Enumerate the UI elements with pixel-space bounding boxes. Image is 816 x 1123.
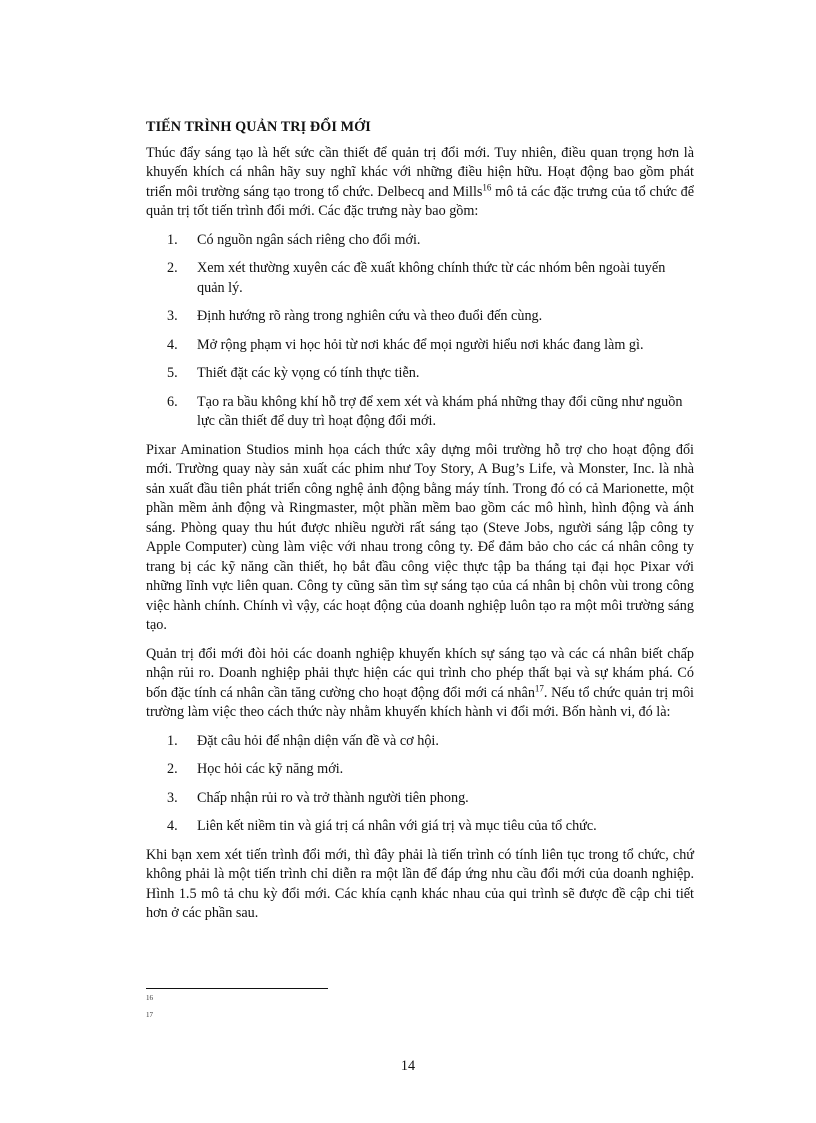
paragraph-intro-text-b: mô tả các đặc trưng của tổ chức để quản trị tốt tiến trình đổi mới. Các đặc trưng này bao gồm:	[146, 183, 695, 219]
paragraph-innovation-text-a: Quản trị đổi mới đòi hỏi các doanh nghiệp khuyến khích sự sáng tạo và các cá nhân biết chấp nhận rủi ro. Doanh nghiệp phải thực hiện các qui trình cho phép thất bại và sự khám phá. Có bốn đặc tính cá nhân cần tăng cường cho hoạt động đổi mới cá nhân	[146, 645, 694, 701]
list-item-text: Tạo ra bầu không khí hỗ trợ để xem xét và khám phá những thay đổi cũng như nguồn lực cần thiết để duy trì hoạt động đổi mới.	[197, 393, 683, 429]
footnote-ref-17[interactable]: 17	[534, 682, 544, 693]
list-item-text: Học hỏi các kỹ năng mới.	[197, 761, 344, 777]
footnote-16: 16	[146, 994, 153, 1002]
list-item-number: 1.	[167, 732, 178, 749]
list-item-text: Mở rộng phạm vi học hỏi từ nơi khác để mọi người hiểu nơi khác đang làm gì.	[197, 336, 644, 353]
list-item-number: 6.	[167, 393, 178, 410]
list-item	[146, 364, 694, 384]
paragraph-innovation-management	[146, 645, 694, 723]
paragraph-innovation-text-b: . Nếu tổ chức quản trị môi trường làm việc theo cách thức này nhằm khuyến khích hành vi đổi mới. Bốn hành vi, đó là:	[146, 684, 694, 720]
list-item-text: Xem xét thường xuyên các đề xuất không chính thức từ các nhóm bên ngoài tuyến quản lý.	[197, 260, 666, 296]
list-item-number: 4.	[167, 818, 178, 834]
list-item-number: 1.	[167, 231, 178, 248]
behaviors-list	[146, 732, 694, 837]
list-item	[146, 817, 694, 837]
footnote-divider	[146, 988, 328, 989]
footnote-ref-16[interactable]: 16	[482, 181, 492, 192]
list-item-text: Đặt câu hỏi để nhận diện vấn đề và cơ hội.	[197, 732, 439, 749]
list-item-number: 3.	[167, 308, 178, 324]
list-item	[146, 393, 694, 432]
list-item	[146, 231, 694, 251]
list-item-number: 4.	[167, 336, 178, 353]
paragraph-process: Khi bạn xem xét tiến trình đổi mới, thì đây phải là tiến trình có tính liên tục trong tổ chức, chứ không phải là một tiến trình chỉ diễn ra một lần để đáp ứng nhu cầu đổi mới của doanh nghiệp. Hình 1.5 mô tả chu kỳ đổi mới. Các khía cạnh khác nhau của qui trình sẽ được đề cập chi tiết hơn ở các phần sau.	[146, 846, 694, 921]
list-item-text: Có nguồn ngân sách riêng cho đổi mới.	[197, 231, 421, 248]
list-item-text: Thiết đặt các kỳ vọng có tính thực tiễn.	[197, 365, 420, 381]
page-body	[146, 118, 694, 933]
list-item	[146, 307, 694, 327]
list-item-text: Chấp nhận rủi ro và trở thành người tiên phong.	[197, 789, 469, 806]
list-item	[146, 336, 694, 356]
list-item	[146, 789, 694, 809]
list-item-number: 3.	[167, 789, 178, 806]
list-item	[146, 760, 694, 780]
list-item-number: 5.	[167, 365, 178, 381]
list-item-text: Liên kết niềm tin và giá trị cá nhân với giá trị và mục tiêu của tổ chức.	[197, 818, 597, 834]
characteristics-list	[146, 231, 694, 432]
list-item	[146, 732, 694, 752]
list-item	[146, 259, 694, 298]
paragraph-pixar: Pixar Amination Studios minh họa cách thức xây dựng môi trường hỗ trợ cho hoạt động đổi mới. Trường quay này sản xuất các phim như Toy Story, A Bug’s Life, và Monster, Inc. là nhà sản xuất đầu tiên phát triển công nghệ ảnh động bằng máy tính. Trong đó có cả Marionette, một phần mềm ảnh động và Ringmaster, một phần mềm bao gồm các mô hình, hình động và ánh sáng. Phòng quay thu hút được nhiều người rất sáng tạo (Steve Jobs, người sáng lập công ty Apple Computer) cùng làm việc với nhau trong công ty. Để đảm bảo cho các cá nhân công ty trang bị các kỹ năng cần thiết, họ bắt đầu công việc thực tập ba tháng tại đại học Pixar với những lĩnh vực liên quan. Công ty cũng săn tìm sự sáng tạo của cá nhân bị chôn vùi trong công việc hành chính. Chính vì vậy, các hoạt động của doanh nghiệp luôn tạo ra một môi trường sáng tạo.	[146, 441, 694, 633]
page-number: 14	[400, 1058, 416, 1074]
paragraph-intro-text-a: Thúc đẩy sáng tạo là hết sức cần thiết để quản trị đổi mới. Tuy nhiên, điều quan trọng hơn là khuyến khích cá nhân hãy suy nghĩ khác với những điều hiện hữu. Hoạt động bao gồm phát triển môi trường sáng tạo trong tổ chức. Delbecq and Mills	[146, 144, 694, 200]
section-heading: TIẾN TRÌNH QUẢN TRỊ ĐỔI MỚI	[146, 119, 371, 135]
list-item-number: 2.	[167, 761, 178, 777]
list-item-text: Định hướng rõ ràng trong nghiên cứu và theo đuổi đến cùng.	[197, 308, 543, 324]
list-item-number: 2.	[167, 260, 178, 276]
footnote-17: 17	[146, 1011, 153, 1019]
paragraph-intro	[146, 144, 694, 222]
